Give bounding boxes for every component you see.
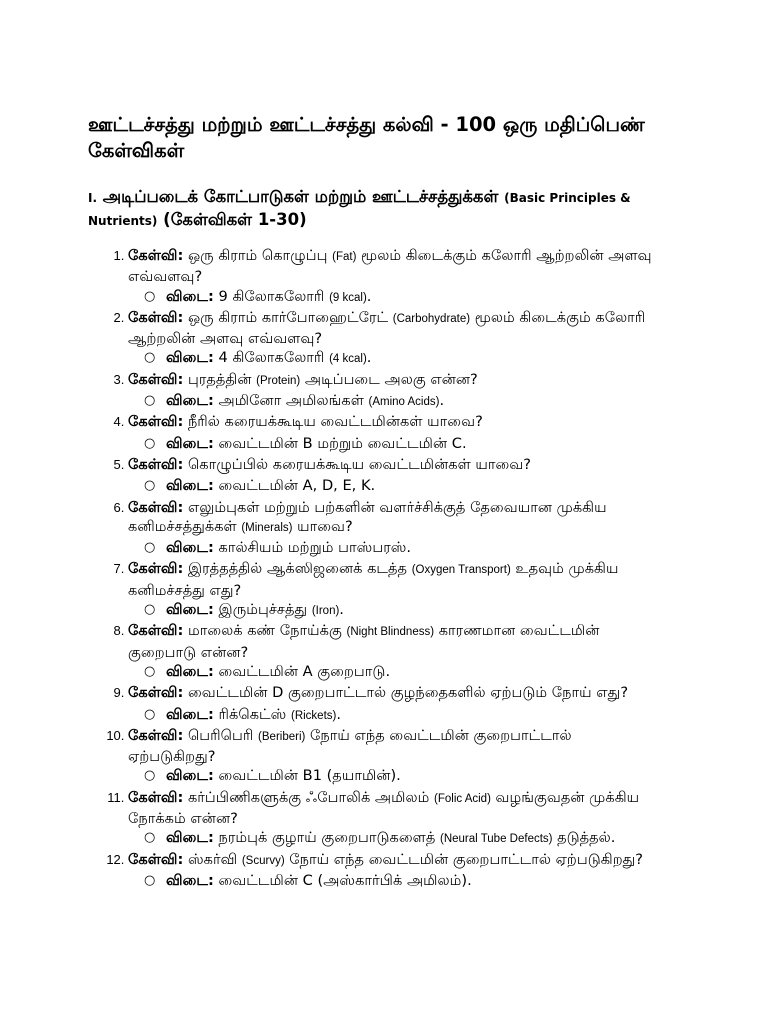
text-segment: அடிப்படை அலகு என்ன?	[300, 370, 478, 388]
answer-list	[128, 476, 658, 497]
answer-item	[166, 662, 658, 683]
text-segment: ஒரு கிராம் கொழுப்பு	[187, 247, 333, 264]
question-item	[128, 412, 658, 455]
answer-list	[128, 287, 658, 308]
answer-text	[219, 872, 472, 889]
text-segment: இரும்புச்சத்து	[218, 601, 312, 619]
answer-text	[219, 601, 344, 618]
question-text	[128, 789, 639, 827]
question-list	[88, 246, 658, 892]
text-segment: .	[439, 392, 445, 410]
question-item	[128, 308, 658, 370]
text-segment: வைட்டமின் A குறைபாடு.	[218, 662, 391, 680]
question-item	[128, 370, 658, 413]
answer-text	[219, 288, 372, 305]
question-label: கேள்வி:	[128, 850, 184, 868]
answer-label: விடை:	[166, 829, 214, 847]
text-segment: எலும்புகள் மற்றும் பற்களின் வளர்ச்சிக்குத் தேவையான முக்கிய கனிமச்சத்துக்கள்	[128, 498, 607, 535]
answer-text	[219, 435, 467, 452]
text-segment: ஒரு கிராம் கார்போஹைட்ரேட்	[187, 308, 393, 326]
english-term: (Amino Acids)	[368, 396, 440, 409]
text-segment: ஸ்கர்வி	[187, 850, 242, 868]
text-segment: காரணமான வைட்டமின் குறைபாடு என்ன?	[128, 622, 600, 661]
english-term: (9 kcal)	[329, 291, 367, 304]
answer-text	[219, 767, 401, 784]
text-segment: நரம்புக் குழாய் குறைபாடுகளைத்	[218, 829, 440, 847]
text-segment: தடுத்தல்.	[552, 829, 616, 847]
question-text	[188, 684, 628, 701]
question-item	[128, 246, 658, 308]
answer-item	[166, 600, 658, 621]
answer-label: விடை:	[166, 539, 214, 557]
text-segment: இரத்தத்தில் ஆக்ஸிஜனைக் கடத்த	[187, 560, 412, 578]
answer-list	[128, 600, 658, 621]
answer-label: விடை:	[166, 477, 214, 495]
answer-text	[219, 392, 445, 409]
english-term: (Neural Tube Defects)	[440, 833, 553, 846]
text-segment: வைட்டமின் C (அஸ்கார்பிக் அமிலம்).	[218, 871, 472, 889]
question-text	[128, 247, 652, 285]
answer-list	[128, 705, 658, 726]
english-term: (Carbohydrate)	[392, 312, 471, 325]
answer-text	[219, 663, 391, 680]
answer-item	[166, 476, 658, 497]
answer-list	[128, 766, 658, 787]
text-segment: வழங்குவதன் முக்கிய நோக்கம் என்ன?	[128, 788, 640, 828]
text-segment: கால்சியம் மற்றும் பாஸ்பரஸ்.	[218, 539, 412, 557]
answer-list	[128, 828, 658, 849]
question-item	[128, 455, 658, 498]
question-label: கேள்வி:	[128, 560, 184, 578]
text-segment: மூலம் கிடைக்கும் கலோரி ஆற்றலின் அளவு எவ்வளவு?	[128, 308, 646, 348]
question-item	[128, 559, 658, 621]
answer-label: விடை:	[166, 767, 214, 785]
text-segment: 4 கிலோகலோரி	[218, 349, 330, 367]
answer-text	[219, 477, 376, 494]
question-text	[128, 309, 645, 347]
answer-item	[166, 871, 658, 892]
document-title: ஊட்டச்சத்து மற்றும் ஊட்டச்சத்து கல்வி - 100 ஒரு மதிப்பெண் கேள்விகள்	[88, 113, 645, 162]
question-label: கேள்வி:	[128, 788, 184, 806]
question-text	[188, 371, 478, 388]
text-segment: கர்ப்பிணிகளுக்கு ஃபோலிக் அமிலம்	[187, 788, 435, 806]
answer-label: விடை:	[166, 705, 214, 723]
answer-list	[128, 391, 658, 412]
question-item	[128, 621, 658, 683]
text-segment: 9 கிலோகலோரி	[218, 287, 330, 305]
answer-label: விடை:	[166, 601, 214, 619]
text-segment: நீரில் கரையக்கூடிய வைட்டமின்கள் யாவை?	[187, 413, 483, 431]
question-label: கேள்வி:	[128, 247, 184, 264]
question-text	[128, 622, 599, 660]
question-label: கேள்வி:	[128, 726, 184, 744]
question-text	[188, 456, 531, 473]
answer-label: விடை:	[166, 349, 214, 367]
answer-item	[166, 766, 658, 787]
english-term: (Fat)	[332, 251, 357, 263]
answer-label: விடை:	[166, 871, 214, 889]
answer-text	[219, 829, 616, 846]
answer-text	[219, 539, 412, 556]
answer-text	[219, 706, 341, 723]
question-text	[188, 413, 483, 430]
text-segment: .	[336, 705, 341, 723]
question-text	[128, 727, 572, 765]
text-segment: மாலைக் கண் நோய்க்கு	[187, 622, 347, 640]
english-term: (4 kcal)	[329, 353, 367, 366]
answer-label: விடை:	[166, 287, 214, 305]
text-segment: ரிக்கெட்ஸ்	[218, 705, 291, 723]
text-segment: நோய் எந்த வைட்டமின் குறைபாட்டால் ஏற்படுகிறது?	[284, 850, 644, 868]
english-term: (Oxygen Transport)	[411, 564, 511, 577]
question-text	[128, 499, 607, 535]
english-term: (Night Blindness)	[346, 626, 435, 639]
question-label: கேள்வி:	[128, 455, 184, 473]
question-item	[128, 726, 658, 788]
text-segment: வைட்டமின் B மற்றும் வைட்டமின் C.	[218, 434, 467, 452]
section-heading-tamil: அடிப்படைக் கோட்பாடுகள் மற்றும் ஊட்டச்சத்துக்கள்	[102, 187, 499, 206]
text-segment: நோய் எந்த வைட்டமின் குறைபாட்டால் ஏற்படுகிறது?	[128, 726, 572, 766]
text-segment: .	[366, 287, 372, 305]
text-segment: வைட்டமின் D குறைபாட்டால் குழந்தைகளில் ஏற்படும் நோய் எது?	[187, 684, 629, 702]
answer-list	[128, 538, 658, 559]
answer-list	[128, 662, 658, 683]
english-term: (Protein)	[256, 374, 301, 387]
question-item	[128, 788, 658, 850]
question-text	[128, 560, 619, 598]
text-segment: பெரிபெரி	[187, 726, 259, 744]
text-segment: புரதத்தின்	[187, 370, 257, 388]
english-term: (Folic Acid)	[434, 792, 491, 805]
text-segment: மூலம் கிடைக்கும் கலோரி ஆற்றலின் அளவு எவ்வளவு?	[128, 247, 652, 286]
section-number: I.	[88, 191, 98, 205]
english-term: (Beriberi)	[258, 730, 306, 743]
question-label: கேள்வி:	[128, 413, 184, 431]
answer-list	[128, 871, 658, 892]
question-item	[128, 850, 658, 893]
text-segment: .	[366, 349, 372, 367]
answer-item	[166, 287, 658, 308]
english-term: (Rickets)	[290, 709, 337, 722]
english-term: (Minerals)	[241, 521, 293, 534]
question-text	[188, 851, 643, 868]
question-label: கேள்வி:	[128, 684, 184, 702]
question-item	[128, 498, 658, 560]
answer-item	[166, 434, 658, 455]
question-label: கேள்வி:	[128, 498, 184, 516]
answer-label: விடை:	[166, 434, 214, 452]
section-heading-range: (கேள்விகள் 1-30)	[163, 210, 307, 229]
answer-item	[166, 705, 658, 726]
section-heading-english: (Basic Principles & Nutrients)	[88, 191, 631, 228]
answer-item	[166, 391, 658, 412]
section-heading	[88, 186, 658, 232]
text-segment: கொழுப்பில் கரையக்கூடிய வைட்டமின்கள் யாவை?	[187, 455, 532, 473]
english-term: (Scurvy)	[241, 854, 285, 867]
question-label: கேள்வி:	[128, 370, 184, 388]
question-label: கேள்வி:	[128, 308, 184, 326]
english-term: (Iron)	[311, 605, 340, 618]
question-item	[128, 683, 658, 726]
answer-item	[166, 538, 658, 559]
question-label: கேள்வி:	[128, 622, 184, 640]
answer-text	[219, 349, 372, 366]
answer-list	[128, 348, 658, 369]
text-segment: அமினோ அமிலங்கள்	[218, 392, 369, 410]
answer-item	[166, 828, 658, 849]
text-segment: வைட்டமின் B1 (தயாமின்).	[218, 767, 401, 785]
answer-list	[128, 434, 658, 455]
answer-item	[166, 348, 658, 369]
answer-label: விடை:	[166, 392, 214, 410]
text-segment: யாவை?	[292, 517, 353, 535]
answer-label: விடை:	[166, 662, 214, 680]
text-segment: வைட்டமின் A, D, E, K.	[218, 477, 376, 495]
text-segment: .	[339, 601, 344, 619]
text-segment: உதவும் முக்கிய கனிமச்சத்து எது?	[128, 560, 619, 599]
